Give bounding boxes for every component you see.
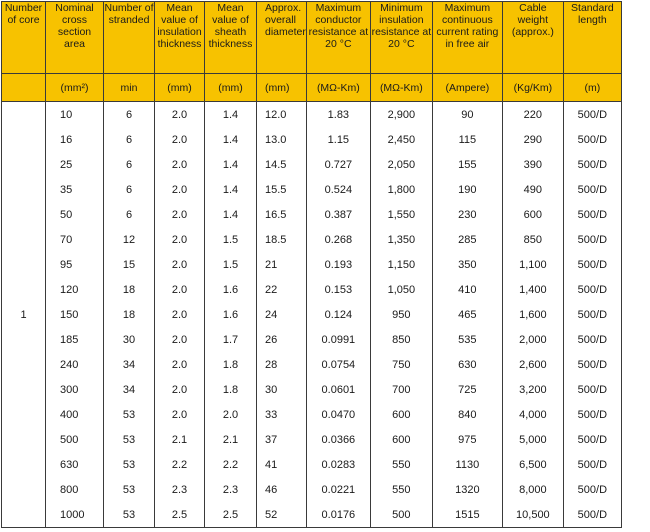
cell-overall-diameter: 13.0: [257, 127, 307, 152]
cell-conductor-resistance: 0.124: [306, 302, 370, 327]
cell-insulation-resistance: 1,150: [370, 252, 432, 277]
cell-sheath-thickness: 2.5: [205, 502, 257, 528]
cell-cross-section: 95: [46, 252, 104, 277]
cell-insulation-resistance: 500: [370, 502, 432, 528]
cell-sheath-thickness: 1.6: [205, 277, 257, 302]
table-row: [2, 152, 622, 177]
table-row: [2, 227, 622, 252]
cell-current-rating: 725: [432, 377, 502, 402]
cell-stranded: 15: [104, 252, 155, 277]
cell-conductor-resistance: 0.153: [306, 277, 370, 302]
cell-cross-section: 185: [46, 327, 104, 352]
cell-insulation-resistance: 1,050: [370, 277, 432, 302]
cell-insulation-thickness: 2.5: [155, 502, 205, 528]
cell-conductor-resistance: 1.83: [306, 102, 370, 128]
cell-sheath-thickness: 2.0: [205, 402, 257, 427]
cell-cable-weight: 490: [502, 177, 563, 202]
cell-cross-section: 150: [46, 302, 104, 327]
cell-cable-weight: 10,500: [502, 502, 563, 528]
table-row: [2, 402, 622, 427]
cell-conductor-resistance: 0.0221: [306, 477, 370, 502]
table-row: [2, 427, 622, 452]
cell-sheath-thickness: 1.5: [205, 252, 257, 277]
cell-overall-diameter: 14.5: [257, 152, 307, 177]
cell-standard-length: 500/D: [563, 177, 621, 202]
header-cross-section-area: Nominal cross section area: [46, 2, 104, 74]
cell-overall-diameter: 41: [257, 452, 307, 477]
cell-insulation-resistance: 600: [370, 402, 432, 427]
cell-overall-diameter: 26: [257, 327, 307, 352]
cell-stranded: 53: [104, 477, 155, 502]
cell-insulation-resistance: 1,550: [370, 202, 432, 227]
cell-cross-section: 240: [46, 352, 104, 377]
cell-cable-weight: 5,000: [502, 427, 563, 452]
cell-current-rating: 410: [432, 277, 502, 302]
cell-overall-diameter: 37: [257, 427, 307, 452]
cell-insulation-thickness: 2.0: [155, 327, 205, 352]
cell-current-rating: 115: [432, 127, 502, 152]
cell-cable-weight: 1,100: [502, 252, 563, 277]
cell-stranded: 6: [104, 102, 155, 128]
cell-stranded: 30: [104, 327, 155, 352]
cell-insulation-thickness: 2.0: [155, 302, 205, 327]
unit-cell: (Ampere): [432, 74, 502, 102]
cell-sheath-thickness: 2.2: [205, 452, 257, 477]
cell-insulation-resistance: 600: [370, 427, 432, 452]
cell-cross-section: 800: [46, 477, 104, 502]
cell-current-rating: 155: [432, 152, 502, 177]
cell-stranded: 6: [104, 202, 155, 227]
cell-conductor-resistance: 0.0601: [306, 377, 370, 402]
unit-cell: min: [104, 74, 155, 102]
header-sheath-thickness: Mean value of sheath thickness: [205, 2, 257, 74]
cell-cross-section: 10: [46, 102, 104, 128]
header-number-of-stranded: Number of stranded: [104, 2, 155, 74]
cell-cable-weight: 600: [502, 202, 563, 227]
cell-insulation-thickness: 2.0: [155, 202, 205, 227]
cell-conductor-resistance: 0.387: [306, 202, 370, 227]
cell-insulation-thickness: 2.0: [155, 127, 205, 152]
cell-cable-weight: 1,400: [502, 277, 563, 302]
cell-sheath-thickness: 1.4: [205, 177, 257, 202]
cell-stranded: 53: [104, 402, 155, 427]
cell-overall-diameter: 33: [257, 402, 307, 427]
cell-cable-weight: 2,600: [502, 352, 563, 377]
cell-stranded: 6: [104, 152, 155, 177]
cell-cross-section: 35: [46, 177, 104, 202]
cell-standard-length: 500/D: [563, 227, 621, 252]
cell-overall-diameter: 15.5: [257, 177, 307, 202]
cell-overall-diameter: 18.5: [257, 227, 307, 252]
cell-overall-diameter: 22: [257, 277, 307, 302]
cell-current-rating: 1130: [432, 452, 502, 477]
cell-sheath-thickness: 1.4: [205, 127, 257, 152]
unit-cell: (m): [563, 74, 621, 102]
cell-insulation-thickness: 2.0: [155, 352, 205, 377]
cell-standard-length: 500/D: [563, 502, 621, 528]
cell-stranded: 18: [104, 302, 155, 327]
unit-cell: (Kg/Km): [502, 74, 563, 102]
cell-overall-diameter: 52: [257, 502, 307, 528]
table-row: [2, 127, 622, 152]
cell-current-rating: 535: [432, 327, 502, 352]
cell-cross-section: 400: [46, 402, 104, 427]
cell-overall-diameter: 16.5: [257, 202, 307, 227]
table-row: [2, 327, 622, 352]
cell-insulation-resistance: 550: [370, 452, 432, 477]
cell-insulation-resistance: 700: [370, 377, 432, 402]
cell-standard-length: 500/D: [563, 202, 621, 227]
cell-insulation-resistance: 850: [370, 327, 432, 352]
unit-cell: (MΩ-Km): [370, 74, 432, 102]
header-cable-weight: Cable weight (approx.): [502, 2, 563, 74]
cell-current-rating: 350: [432, 252, 502, 277]
cell-conductor-resistance: 0.193: [306, 252, 370, 277]
cell-sheath-thickness: 1.6: [205, 302, 257, 327]
cell-sheath-thickness: 1.4: [205, 202, 257, 227]
cell-insulation-resistance: 2,900: [370, 102, 432, 128]
cell-cable-weight: 390: [502, 152, 563, 177]
table-body: [2, 102, 622, 528]
cell-overall-diameter: 46: [257, 477, 307, 502]
header-standard-length: Standard length: [563, 2, 621, 74]
cell-cross-section: 300: [46, 377, 104, 402]
cell-insulation-resistance: 950: [370, 302, 432, 327]
cell-cable-weight: 8,000: [502, 477, 563, 502]
cell-sheath-thickness: 1.4: [205, 152, 257, 177]
cell-sheath-thickness: 1.7: [205, 327, 257, 352]
unit-cell: (mm): [155, 74, 205, 102]
cell-cable-weight: 6,500: [502, 452, 563, 477]
cell-insulation-thickness: 2.0: [155, 277, 205, 302]
cell-current-rating: 465: [432, 302, 502, 327]
cell-standard-length: 500/D: [563, 477, 621, 502]
cell-overall-diameter: 21: [257, 252, 307, 277]
cell-cable-weight: 220: [502, 102, 563, 128]
cell-current-rating: 1515: [432, 502, 502, 528]
cell-standard-length: 500/D: [563, 152, 621, 177]
table-row: [2, 102, 622, 128]
cell-conductor-resistance: 0.0283: [306, 452, 370, 477]
cell-stranded: 53: [104, 427, 155, 452]
header-overall-diameter: Approx. overall diameter: [257, 2, 307, 74]
table-row: [2, 352, 622, 377]
cell-insulation-resistance: 750: [370, 352, 432, 377]
table-row: [2, 252, 622, 277]
header-number-of-core: Number of core: [2, 2, 46, 74]
cell-sheath-thickness: 1.8: [205, 352, 257, 377]
cell-standard-length: 500/D: [563, 252, 621, 277]
cell-current-rating: 840: [432, 402, 502, 427]
cell-stranded: 34: [104, 352, 155, 377]
unit-cell: (MΩ-Km): [306, 74, 370, 102]
cell-cross-section: 500: [46, 427, 104, 452]
header-insulation-thickness: Mean value of insulation thickness: [155, 2, 205, 74]
cell-stranded: 12: [104, 227, 155, 252]
cell-stranded: 6: [104, 127, 155, 152]
cell-sheath-thickness: 2.1: [205, 427, 257, 452]
cell-overall-diameter: 24: [257, 302, 307, 327]
cell-insulation-thickness: 2.3: [155, 477, 205, 502]
cell-conductor-resistance: 1.15: [306, 127, 370, 152]
cell-insulation-thickness: 2.0: [155, 177, 205, 202]
table-row: [2, 177, 622, 202]
cell-cross-section: 16: [46, 127, 104, 152]
cell-cross-section: 1000: [46, 502, 104, 528]
cell-insulation-thickness: 2.0: [155, 152, 205, 177]
cell-standard-length: 500/D: [563, 452, 621, 477]
table-row: [2, 277, 622, 302]
cell-overall-diameter: 28: [257, 352, 307, 377]
cell-sheath-thickness: 2.3: [205, 477, 257, 502]
cell-cable-weight: 290: [502, 127, 563, 152]
table-row: [2, 302, 622, 327]
cell-conductor-resistance: 0.0754: [306, 352, 370, 377]
cell-current-rating: 230: [432, 202, 502, 227]
cell-standard-length: 500/D: [563, 327, 621, 352]
table-row: [2, 452, 622, 477]
cell-conductor-resistance: 0.0366: [306, 427, 370, 452]
cell-cable-weight: 2,000: [502, 327, 563, 352]
cell-insulation-thickness: 2.0: [155, 252, 205, 277]
cell-current-rating: 975: [432, 427, 502, 452]
cell-conductor-resistance: 0.524: [306, 177, 370, 202]
unit-cell: (mm): [257, 74, 307, 102]
cell-current-rating: 630: [432, 352, 502, 377]
cell-current-rating: 190: [432, 177, 502, 202]
cell-insulation-thickness: 2.1: [155, 427, 205, 452]
units-row: [2, 74, 622, 102]
cell-cable-weight: 3,200: [502, 377, 563, 402]
cell-standard-length: 500/D: [563, 427, 621, 452]
unit-cell: [2, 74, 46, 102]
table-row: [2, 502, 622, 528]
cell-insulation-resistance: 2,050: [370, 152, 432, 177]
cell-current-rating: 90: [432, 102, 502, 128]
cell-stranded: 53: [104, 502, 155, 528]
header-insulation-resistance: Minimum insulation resistance at 20 °C: [370, 2, 432, 74]
cell-stranded: 53: [104, 452, 155, 477]
cell-overall-diameter: 12.0: [257, 102, 307, 128]
table-row: [2, 202, 622, 227]
cell-insulation-resistance: 550: [370, 477, 432, 502]
cell-standard-length: 500/D: [563, 127, 621, 152]
cell-current-rating: 285: [432, 227, 502, 252]
cell-sheath-thickness: 1.5: [205, 227, 257, 252]
cell-conductor-resistance: 0.0176: [306, 502, 370, 528]
cell-current-rating: 1320: [432, 477, 502, 502]
cell-overall-diameter: 30: [257, 377, 307, 402]
cell-stranded: 34: [104, 377, 155, 402]
cell-cross-section: 120: [46, 277, 104, 302]
cell-insulation-resistance: 1,800: [370, 177, 432, 202]
unit-cell: (mm): [205, 74, 257, 102]
cell-insulation-thickness: 2.0: [155, 227, 205, 252]
cell-stranded: 6: [104, 177, 155, 202]
core-count-cell: 1: [2, 102, 46, 528]
cell-conductor-resistance: 0.268: [306, 227, 370, 252]
cell-standard-length: 500/D: [563, 352, 621, 377]
cell-cross-section: 630: [46, 452, 104, 477]
cell-sheath-thickness: 1.4: [205, 102, 257, 128]
table-row: [2, 377, 622, 402]
cell-insulation-thickness: 2.0: [155, 377, 205, 402]
cell-standard-length: 500/D: [563, 277, 621, 302]
header-current-rating: Maximum continuous current rating in free air: [432, 2, 502, 74]
cell-insulation-resistance: 2,450: [370, 127, 432, 152]
unit-cell: (mm²): [46, 74, 104, 102]
cell-stranded: 18: [104, 277, 155, 302]
cable-spec-table: [1, 1, 622, 528]
table-row: [2, 477, 622, 502]
cell-standard-length: 500/D: [563, 402, 621, 427]
cell-cross-section: 70: [46, 227, 104, 252]
cell-conductor-resistance: 0.0470: [306, 402, 370, 427]
cell-cross-section: 25: [46, 152, 104, 177]
cell-insulation-thickness: 2.0: [155, 402, 205, 427]
cell-cross-section: 50: [46, 202, 104, 227]
header-row: [2, 2, 622, 74]
header-conductor-resistance: Maximum conductor resistance at 20 °C: [306, 2, 370, 74]
cell-standard-length: 500/D: [563, 102, 621, 128]
cell-conductor-resistance: 0.727: [306, 152, 370, 177]
cell-cable-weight: 1,600: [502, 302, 563, 327]
cell-cable-weight: 4,000: [502, 402, 563, 427]
cell-standard-length: 500/D: [563, 377, 621, 402]
cell-insulation-thickness: 2.0: [155, 102, 205, 128]
cell-standard-length: 500/D: [563, 302, 621, 327]
cell-sheath-thickness: 1.8: [205, 377, 257, 402]
cell-cable-weight: 850: [502, 227, 563, 252]
cell-insulation-thickness: 2.2: [155, 452, 205, 477]
cell-conductor-resistance: 0.0991: [306, 327, 370, 352]
cell-insulation-resistance: 1,350: [370, 227, 432, 252]
